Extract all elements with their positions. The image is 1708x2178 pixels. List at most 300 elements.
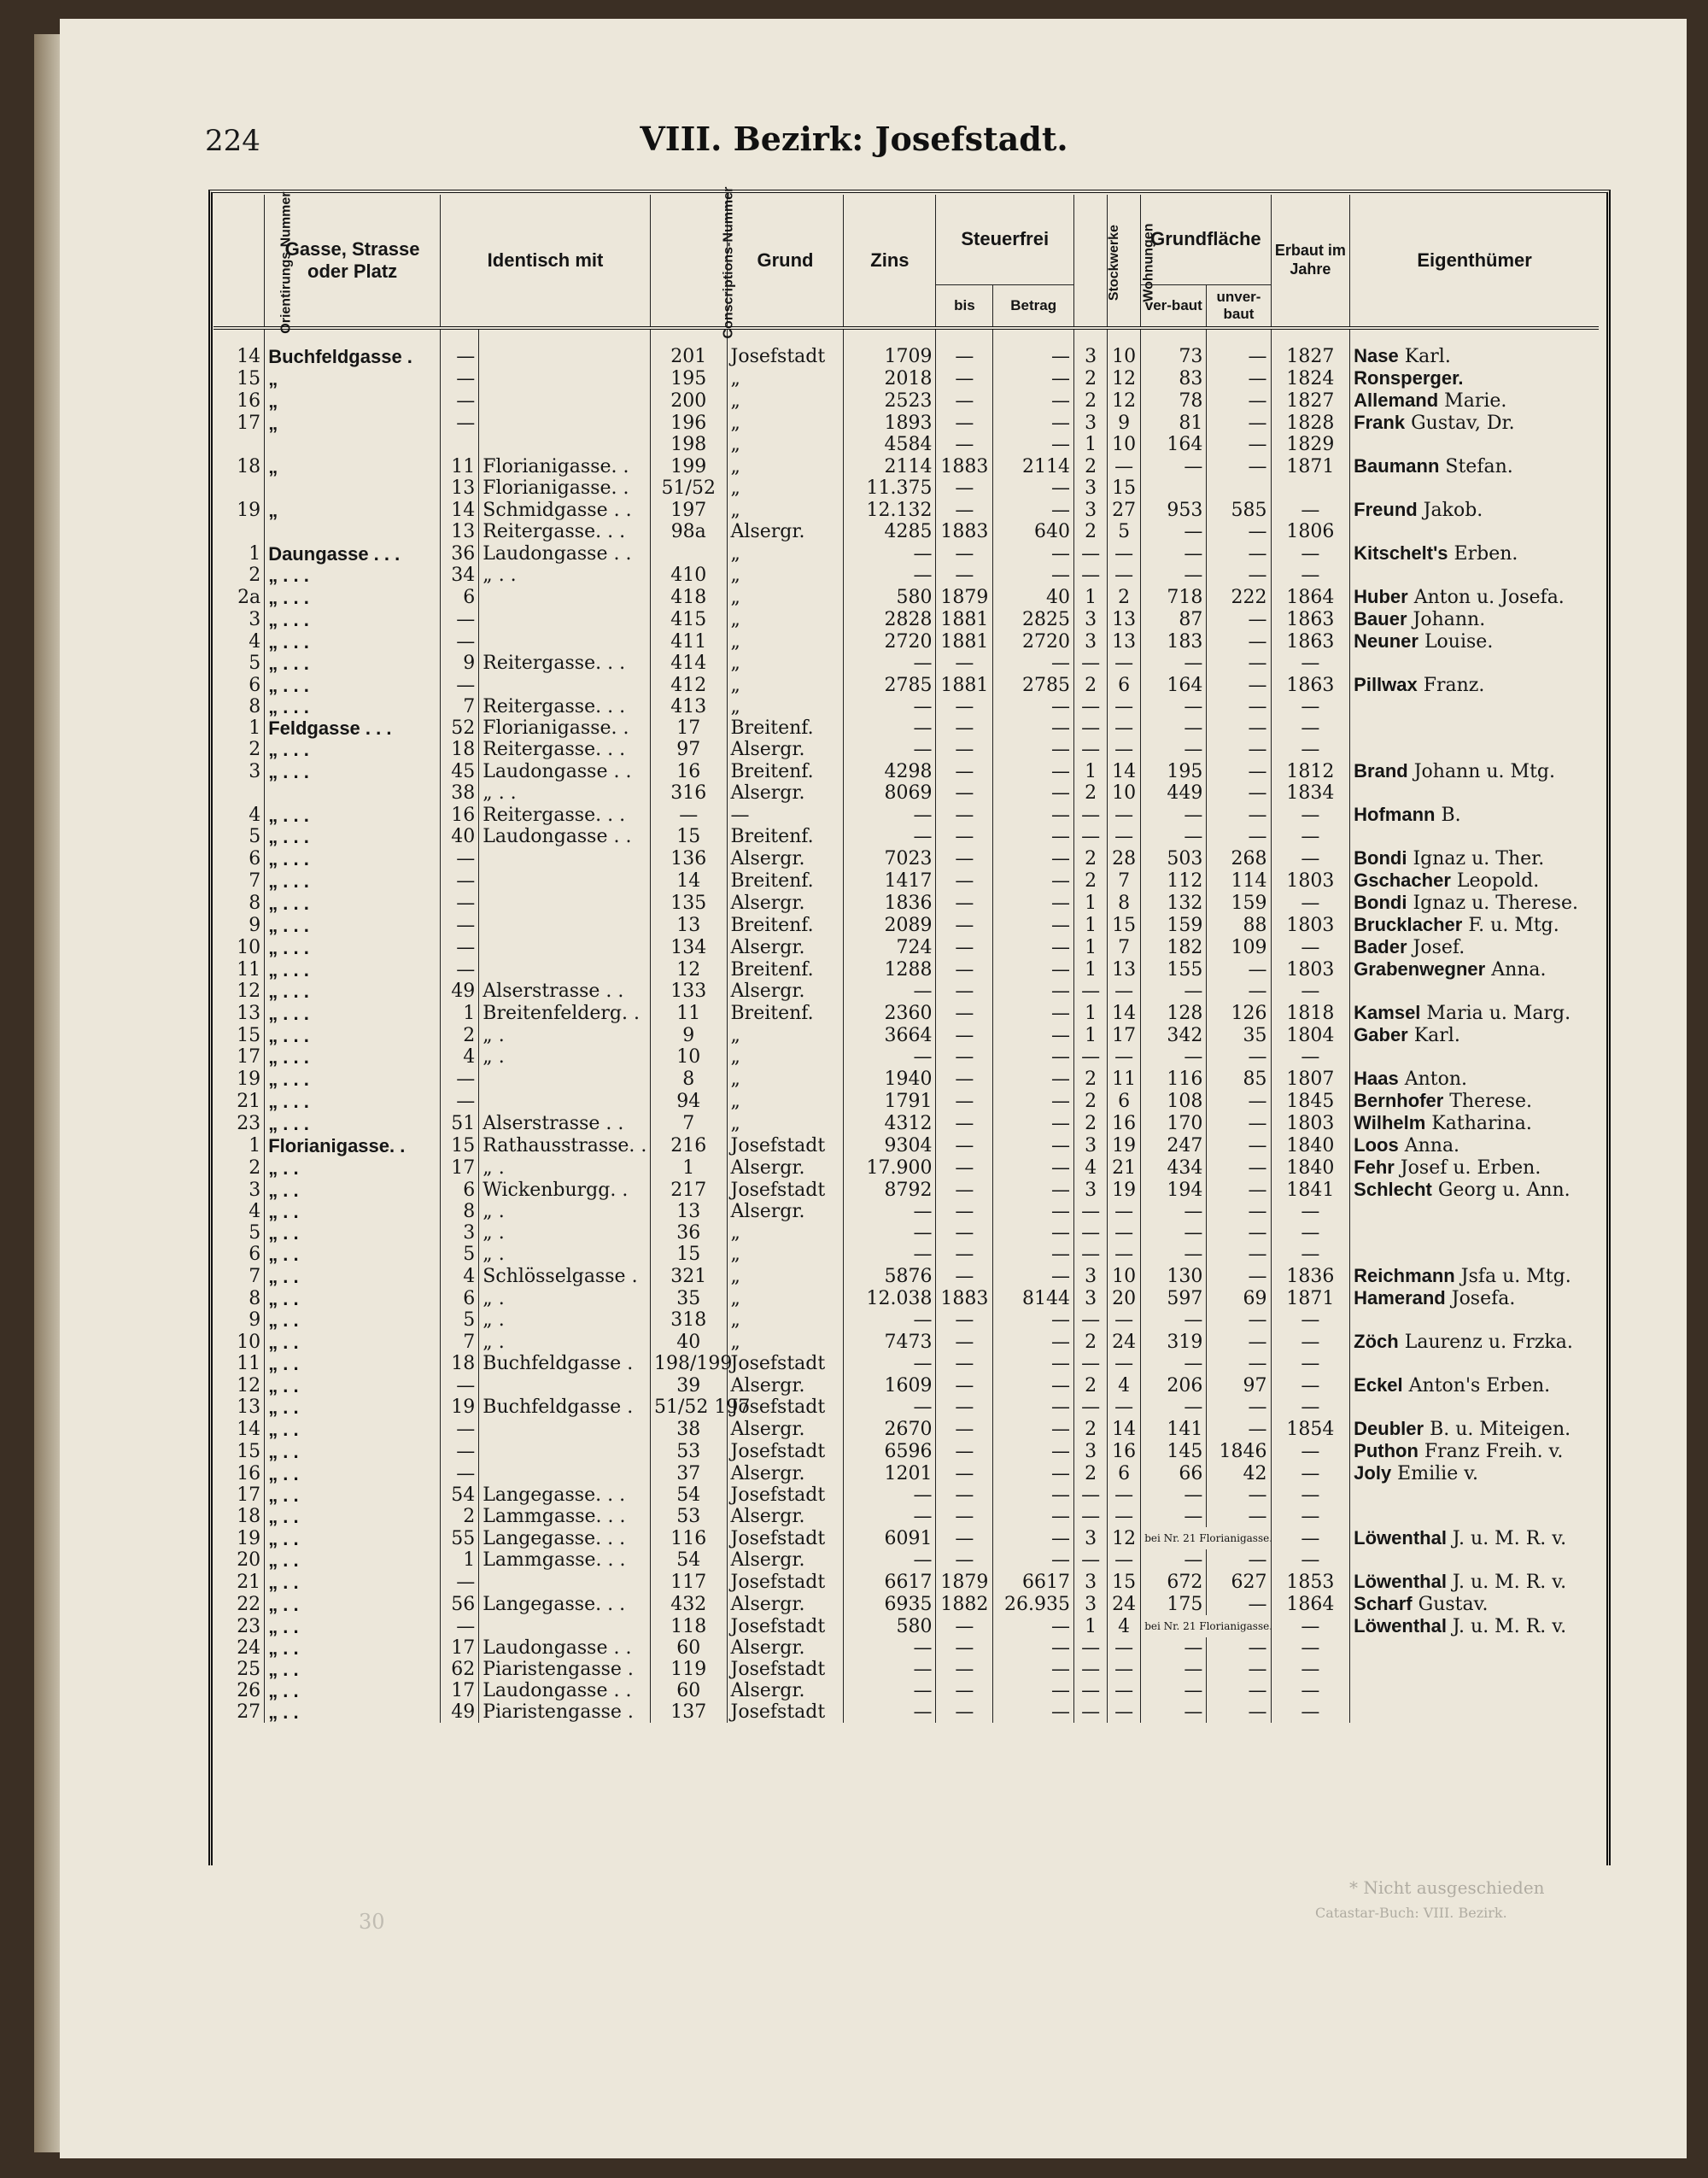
row-nr: 24: [214, 1637, 265, 1659]
row-eigenthuemer: [1350, 1593, 1599, 1615]
row-gasse: „: [265, 389, 441, 412]
row-zins: —: [844, 804, 936, 826]
row-ident-nr: —: [441, 674, 479, 696]
owner-given: Louise.: [1418, 631, 1494, 653]
row-jahr: 1854: [1271, 1418, 1350, 1440]
row-bis: —: [936, 1331, 993, 1353]
row-stockwerke: 3: [1074, 499, 1108, 521]
row-stockwerke: 3: [1074, 608, 1108, 630]
row-betrag: —: [993, 1484, 1074, 1506]
row-zins: 1893: [844, 412, 936, 434]
row-ident-nr: 1: [441, 1549, 479, 1571]
row-bis: —: [936, 1309, 993, 1331]
row-nr: 12: [214, 981, 265, 1002]
row-verbaut: 175: [1141, 1593, 1207, 1615]
row-nr: 2: [214, 1156, 265, 1179]
row-grund: „: [727, 389, 844, 412]
row-ident-nr: 1: [441, 1002, 479, 1024]
row-conscription: 38: [650, 1418, 727, 1440]
property-register-table: [214, 186, 1599, 1723]
row-gasse: „ . .: [265, 1680, 441, 1701]
row-zins: —: [844, 542, 936, 565]
row-bis: —: [936, 892, 993, 914]
row-zins: 2018: [844, 367, 936, 389]
row-grund: Alsergr.: [727, 1156, 844, 1179]
row-bis: —: [936, 1506, 993, 1527]
row-betrag: —: [993, 1134, 1074, 1156]
owner-surname: Wilhelm: [1354, 1112, 1426, 1133]
table-row: [214, 1659, 1599, 1680]
row-ident-gasse: [479, 1418, 651, 1440]
row-betrag: —: [993, 1201, 1074, 1222]
row-gasse: „ . . .: [265, 936, 441, 958]
row-gasse: [265, 477, 441, 499]
row-stockwerke: —: [1074, 826, 1108, 847]
row-unverbaut: —: [1207, 542, 1271, 565]
row-stockwerke: —: [1074, 542, 1108, 565]
row-jahr: —: [1271, 1637, 1350, 1659]
row-stockwerke: 2: [1074, 1462, 1108, 1484]
row-conscription: 196: [650, 412, 727, 434]
row-gasse: „ . .: [265, 1265, 441, 1287]
row-grund: „: [727, 434, 844, 455]
row-jahr: 1807: [1271, 1068, 1350, 1090]
row-ident-gasse: Schmidgasse . .: [479, 499, 651, 521]
row-eigenthuemer: [1350, 521, 1599, 542]
row-stockwerke: —: [1074, 696, 1108, 717]
row-wohnungen: 5: [1108, 521, 1141, 542]
row-gasse: „ . .: [265, 1156, 441, 1179]
row-verbaut: —: [1141, 717, 1207, 739]
row-jahr: 1834: [1271, 782, 1350, 804]
row-wohnungen: —: [1108, 696, 1141, 717]
row-zins: 6617: [844, 1571, 936, 1593]
row-unverbaut: —: [1207, 1201, 1271, 1222]
owner-given: Josef u. Erben.: [1394, 1157, 1541, 1179]
row-eigenthuemer: [1350, 1506, 1599, 1527]
row-eigenthuemer: [1350, 1659, 1599, 1680]
row-jahr: 1828: [1271, 412, 1350, 434]
row-unverbaut: —: [1207, 1701, 1271, 1723]
row-betrag: —: [993, 869, 1074, 892]
row-conscription: 8: [650, 1068, 727, 1090]
row-ident-gasse: Reitergasse. . .: [479, 804, 651, 826]
row-eigenthuemer: [1350, 804, 1599, 826]
header-erbaut: Erbaut im Jahre: [1271, 195, 1350, 328]
row-jahr: 1827: [1271, 345, 1350, 367]
table-row: [214, 1527, 1599, 1549]
row-verbaut: —: [1141, 565, 1207, 586]
row-ident-nr: 2: [441, 1024, 479, 1046]
row-ident-gasse: [479, 674, 651, 696]
owner-given: Gustav.: [1412, 1594, 1489, 1615]
owner-surname: Baumann: [1354, 455, 1440, 477]
row-nr: 10: [214, 1331, 265, 1353]
row-wohnungen: 7: [1108, 869, 1141, 892]
row-grund: Alsergr.: [727, 1637, 844, 1659]
row-ident-gasse: [479, 869, 651, 892]
row-stockwerke: 3: [1074, 630, 1108, 653]
row-bis: —: [936, 914, 993, 936]
row-verbaut: bei Nr. 21 Florianigasse.: [1141, 1615, 1271, 1637]
row-ident-nr: 56: [441, 1593, 479, 1615]
row-bis: 1881: [936, 630, 993, 653]
row-jahr: —: [1271, 1549, 1350, 1571]
owner-given: Johann.: [1407, 609, 1486, 630]
row-grund: „: [727, 1222, 844, 1244]
row-nr: 22: [214, 1593, 265, 1615]
row-ident-gasse: [479, 608, 651, 630]
owner-given: Leopold.: [1450, 870, 1540, 892]
row-gasse: „ . .: [265, 1506, 441, 1527]
row-verbaut: 183: [1141, 630, 1207, 653]
table-row: [214, 1222, 1599, 1244]
row-zins: —: [844, 1201, 936, 1222]
row-ident-nr: 54: [441, 1484, 479, 1506]
row-gasse: Daungasse . . .: [265, 542, 441, 565]
row-eigenthuemer: [1350, 1068, 1599, 1090]
row-ident-nr: —: [441, 1418, 479, 1440]
row-ident-gasse: Laudongasse . .: [479, 542, 651, 565]
row-wohnungen: —: [1108, 1244, 1141, 1265]
row-conscription: 10: [650, 1046, 727, 1068]
table-row: [214, 1637, 1599, 1659]
row-ident-nr: 45: [441, 760, 479, 782]
row-bis: —: [936, 477, 993, 499]
row-bis: —: [936, 499, 993, 521]
row-ident-nr: —: [441, 1440, 479, 1462]
row-eigenthuemer: [1350, 477, 1599, 499]
row-bis: —: [936, 1134, 993, 1156]
row-ident-gasse: Piaristengasse .: [479, 1701, 651, 1723]
row-grund: „: [727, 1244, 844, 1265]
row-grund: „: [727, 1024, 844, 1046]
row-bis: —: [936, 1462, 993, 1484]
row-grund: Alsergr.: [727, 521, 844, 542]
row-wohnungen: —: [1108, 739, 1141, 760]
row-eigenthuemer: [1350, 1353, 1599, 1374]
row-betrag: —: [993, 565, 1074, 586]
row-jahr: 1845: [1271, 1090, 1350, 1112]
row-wohnungen: —: [1108, 981, 1141, 1002]
row-ident-nr: —: [441, 412, 479, 434]
row-wohnungen: 15: [1108, 1571, 1141, 1593]
row-verbaut: 170: [1141, 1112, 1207, 1134]
row-bis: —: [936, 1090, 993, 1112]
row-betrag: —: [993, 936, 1074, 958]
row-ident-gasse: [479, 586, 651, 608]
row-zins: —: [844, 739, 936, 760]
row-stockwerke: —: [1074, 717, 1108, 739]
table-row: [214, 1287, 1599, 1309]
row-eigenthuemer: [1350, 630, 1599, 653]
row-eigenthuemer: [1350, 958, 1599, 981]
row-grund: „: [727, 542, 844, 565]
row-unverbaut: —: [1207, 739, 1271, 760]
row-conscription: 318: [650, 1309, 727, 1331]
row-verbaut: —: [1141, 1680, 1207, 1701]
row-ident-nr: —: [441, 1615, 479, 1637]
row-ident-gasse: Rathausstrasse. .: [479, 1134, 651, 1156]
row-eigenthuemer: [1350, 1090, 1599, 1112]
row-conscription: 199: [650, 455, 727, 477]
owner-surname: Löwenthal: [1354, 1615, 1447, 1636]
owner-given: Karl.: [1407, 1025, 1460, 1046]
row-wohnungen: 13: [1108, 608, 1141, 630]
row-bis: 1883: [936, 521, 993, 542]
row-wohnungen: 12: [1108, 367, 1141, 389]
row-verbaut: —: [1141, 1701, 1207, 1723]
row-gasse: „ . .: [265, 1244, 441, 1265]
row-bis: —: [936, 389, 993, 412]
row-verbaut: —: [1141, 1659, 1207, 1680]
row-ident-gasse: [479, 434, 651, 455]
table-row: [214, 477, 1599, 499]
row-betrag: —: [993, 696, 1074, 717]
row-gasse: „ . . .: [265, 1002, 441, 1024]
row-stockwerke: 3: [1074, 1179, 1108, 1201]
row-bis: —: [936, 1201, 993, 1222]
owner-surname: Kamsel: [1354, 1002, 1421, 1023]
row-zins: 2523: [844, 389, 936, 412]
row-jahr: 1841: [1271, 1179, 1350, 1201]
row-stockwerke: —: [1074, 1222, 1108, 1244]
row-stockwerke: 3: [1074, 1440, 1108, 1462]
row-grund: „: [727, 586, 844, 608]
row-grund: Alsergr.: [727, 1680, 844, 1701]
row-ident-nr: —: [441, 608, 479, 630]
row-bis: —: [936, 1549, 993, 1571]
row-eigenthuemer: [1350, 499, 1599, 521]
row-unverbaut: —: [1207, 1549, 1271, 1571]
row-grund: Breitenf.: [727, 869, 844, 892]
table-row: [214, 1680, 1599, 1701]
row-eigenthuemer: [1350, 1134, 1599, 1156]
row-stockwerke: 3: [1074, 1134, 1108, 1156]
row-verbaut: 66: [1141, 1462, 1207, 1484]
row-eigenthuemer: [1350, 412, 1599, 434]
row-nr: 23: [214, 1112, 265, 1134]
row-jahr: 1863: [1271, 630, 1350, 653]
row-unverbaut: —: [1207, 367, 1271, 389]
row-betrag: —: [993, 892, 1074, 914]
row-grund: Josefstadt: [727, 1615, 844, 1637]
row-ident-nr: 17: [441, 1637, 479, 1659]
row-bis: —: [936, 653, 993, 674]
row-nr: 2: [214, 739, 265, 760]
row-zins: 2089: [844, 914, 936, 936]
row-grund: Josefstadt: [727, 1571, 844, 1593]
row-wohnungen: —: [1108, 542, 1141, 565]
row-gasse: „ . .: [265, 1331, 441, 1353]
row-gasse: [265, 782, 441, 804]
row-gasse: „ . .: [265, 1396, 441, 1418]
row-unverbaut: 88: [1207, 914, 1271, 936]
row-ident-nr: 3: [441, 1222, 479, 1244]
header-grund: Grund: [727, 195, 844, 328]
table-row: [214, 565, 1599, 586]
row-eigenthuemer: [1350, 1222, 1599, 1244]
row-ident-nr: 9: [441, 653, 479, 674]
row-ident-gasse: Florianigasse. .: [479, 477, 651, 499]
row-wohnungen: 24: [1108, 1331, 1141, 1353]
table-row: [214, 1156, 1599, 1179]
row-conscription: 411: [650, 630, 727, 653]
owner-given: J. u. M. R. v.: [1446, 1616, 1567, 1637]
row-wohnungen: 4: [1108, 1374, 1141, 1396]
row-ident-nr: 34: [441, 565, 479, 586]
row-nr: [214, 521, 265, 542]
owner-given: Josef.: [1407, 937, 1465, 958]
row-nr: 5: [214, 653, 265, 674]
row-betrag: —: [993, 434, 1074, 455]
row-betrag: —: [993, 1068, 1074, 1090]
owner-surname: Grabenwegner: [1354, 958, 1486, 980]
table-row: [214, 1571, 1599, 1593]
row-bis: —: [936, 1024, 993, 1046]
row-gasse: „ . . .: [265, 630, 441, 653]
row-ident-gasse: [479, 345, 651, 367]
row-jahr: —: [1271, 1527, 1350, 1549]
row-stockwerke: —: [1074, 739, 1108, 760]
row-eigenthuemer: [1350, 1002, 1599, 1024]
faded-page-number: 30: [359, 1910, 385, 1934]
row-betrag: —: [993, 717, 1074, 739]
row-jahr: 1863: [1271, 674, 1350, 696]
row-eigenthuemer: [1350, 869, 1599, 892]
row-wohnungen: 10: [1108, 1265, 1141, 1287]
row-wohnungen: —: [1108, 653, 1141, 674]
owner-surname: Scharf: [1354, 1593, 1413, 1614]
row-grund: Josefstadt: [727, 1701, 844, 1723]
row-betrag: —: [993, 1615, 1074, 1637]
row-verbaut: —: [1141, 1549, 1207, 1571]
row-jahr: 1863: [1271, 608, 1350, 630]
row-ident-nr: —: [441, 630, 479, 653]
row-eigenthuemer: [1350, 1287, 1599, 1309]
row-betrag: —: [993, 1506, 1074, 1527]
row-nr: 3: [214, 608, 265, 630]
row-grund: Josefstadt: [727, 1440, 844, 1462]
row-grund: „: [727, 1046, 844, 1068]
row-verbaut: 672: [1141, 1571, 1207, 1593]
row-ident-nr: 14: [441, 499, 479, 521]
row-eigenthuemer: [1350, 1244, 1599, 1265]
row-unverbaut: —: [1207, 958, 1271, 981]
row-unverbaut: —: [1207, 1156, 1271, 1179]
row-stockwerke: —: [1074, 1701, 1108, 1723]
row-unverbaut: —: [1207, 1309, 1271, 1331]
row-stockwerke: 3: [1074, 1287, 1108, 1309]
row-betrag: —: [993, 345, 1074, 367]
row-gasse: „ . .: [265, 1549, 441, 1571]
row-verbaut: 108: [1141, 1090, 1207, 1112]
row-conscription: 98a: [650, 521, 727, 542]
row-conscription: 134: [650, 936, 727, 958]
row-ident-gasse: [479, 412, 651, 434]
row-eigenthuemer: [1350, 1440, 1599, 1462]
row-zins: —: [844, 696, 936, 717]
row-unverbaut: —: [1207, 1222, 1271, 1244]
row-jahr: —: [1271, 499, 1350, 521]
row-verbaut: —: [1141, 1637, 1207, 1659]
owner-surname: Bauer: [1354, 608, 1407, 629]
row-betrag: —: [993, 412, 1074, 434]
table-row: [214, 521, 1599, 542]
row-eigenthuemer: [1350, 1637, 1599, 1659]
table-row: [214, 958, 1599, 981]
row-jahr: —: [1271, 1484, 1350, 1506]
row-grund: Alsergr.: [727, 1418, 844, 1440]
row-grund: Alsergr.: [727, 847, 844, 869]
row-bis: —: [936, 345, 993, 367]
row-jahr: —: [1271, 936, 1350, 958]
row-grund: Alsergr.: [727, 739, 844, 760]
row-ident-gasse: Laudongasse . .: [479, 826, 651, 847]
row-jahr: —: [1271, 1046, 1350, 1068]
row-jahr: 1806: [1271, 521, 1350, 542]
row-verbaut: [1141, 477, 1207, 499]
row-ident-gasse: Alserstrasse . .: [479, 1112, 651, 1134]
row-nr: 9: [214, 1309, 265, 1331]
row-betrag: —: [993, 847, 1074, 869]
row-ident-gasse: [479, 367, 651, 389]
row-bis: —: [936, 804, 993, 826]
row-betrag: 2114: [993, 455, 1074, 477]
row-jahr: 1840: [1271, 1134, 1350, 1156]
row-grund: Alsergr.: [727, 981, 844, 1002]
row-conscription: 133: [650, 981, 727, 1002]
row-betrag: —: [993, 1244, 1074, 1265]
row-nr: 21: [214, 1090, 265, 1112]
row-stockwerke: 3: [1074, 345, 1108, 367]
row-verbaut: —: [1141, 1222, 1207, 1244]
row-verbaut: 112: [1141, 869, 1207, 892]
table-row: [214, 1440, 1599, 1462]
row-bis: —: [936, 739, 993, 760]
row-wohnungen: 2: [1108, 586, 1141, 608]
owner-surname: Frank: [1354, 412, 1406, 433]
row-jahr: —: [1271, 826, 1350, 847]
row-gasse: „ . .: [265, 1571, 441, 1593]
row-conscription: 119: [650, 1659, 727, 1680]
row-wohnungen: 8: [1108, 892, 1141, 914]
row-conscription: 53: [650, 1440, 727, 1462]
row-ident-gasse: „ .: [479, 1309, 651, 1331]
row-stockwerke: 2: [1074, 869, 1108, 892]
row-wohnungen: 12: [1108, 389, 1141, 412]
table-row: [214, 1068, 1599, 1090]
row-ident-nr: 51: [441, 1112, 479, 1134]
row-eigenthuemer: [1350, 434, 1599, 455]
row-ident-nr: 18: [441, 1353, 479, 1374]
row-ident-gasse: „ .: [479, 1222, 651, 1244]
row-ident-nr: 49: [441, 981, 479, 1002]
row-jahr: 1824: [1271, 367, 1350, 389]
row-stockwerke: —: [1074, 1549, 1108, 1571]
row-bis: —: [936, 981, 993, 1002]
row-zins: —: [844, 1680, 936, 1701]
row-wohnungen: —: [1108, 1659, 1141, 1680]
owner-given: Ignaz u. Ther.: [1407, 848, 1545, 869]
row-betrag: 2720: [993, 630, 1074, 653]
owner-surname: Pillwax: [1354, 674, 1418, 695]
row-unverbaut: —: [1207, 565, 1271, 586]
row-betrag: —: [993, 826, 1074, 847]
row-verbaut: —: [1141, 739, 1207, 760]
row-betrag: —: [993, 653, 1074, 674]
row-zins: —: [844, 981, 936, 1002]
